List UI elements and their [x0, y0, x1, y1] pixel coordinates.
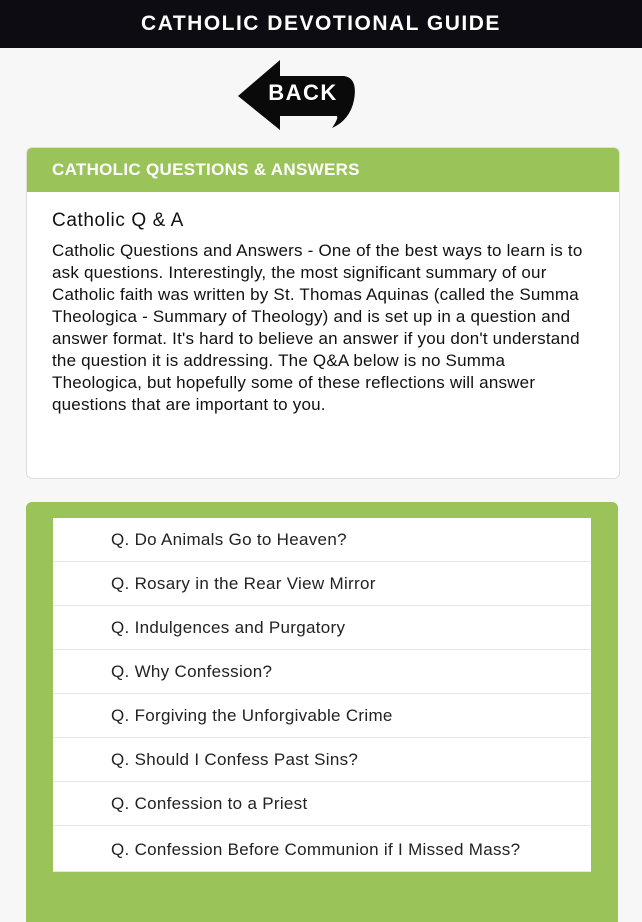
qa-intro-card: [26, 147, 620, 479]
question-item[interactable]: Q. Indulgences and Purgatory: [53, 606, 591, 650]
app-title: CATHOLIC DEVOTIONAL GUIDE: [141, 12, 501, 35]
card-body: Catholic Questions and Answers - One of the best ways to learn is to ask questions. Interestingly, the most significant summary of our Catholic faith was written by St. Thomas Aquinas (called the Summa Theologica - Summary of Theology) and is set up in a question and answer format. It's hard to believe an answer if you don't understand the question it is addressing. The Q&A below is no Summa Theologica, but hopefully some of these reflections will answer questions that are important to you.: [52, 241, 583, 414]
questions-panel: [26, 502, 618, 922]
question-item[interactable]: Q. Confession to a Priest: [53, 782, 591, 826]
question-item[interactable]: Q. Why Confession?: [53, 650, 591, 694]
question-list: [53, 518, 591, 872]
back-button[interactable]: [236, 58, 358, 138]
card-header: CATHOLIC QUESTIONS & ANSWERS: [27, 148, 619, 192]
question-item[interactable]: Q. Do Animals Go to Heaven?: [53, 518, 591, 562]
card-title: Catholic Q & A: [52, 210, 184, 231]
back-label: BACK: [268, 80, 338, 105]
question-item[interactable]: Q. Forgiving the Unforgivable Crime: [53, 694, 591, 738]
question-item[interactable]: Q. Rosary in the Rear View Mirror: [53, 562, 591, 606]
app-header: [0, 0, 642, 48]
question-item[interactable]: Q. Should I Confess Past Sins?: [53, 738, 591, 782]
question-item[interactable]: Q. Confession Before Communion if I Missed Mass?: [53, 826, 591, 872]
